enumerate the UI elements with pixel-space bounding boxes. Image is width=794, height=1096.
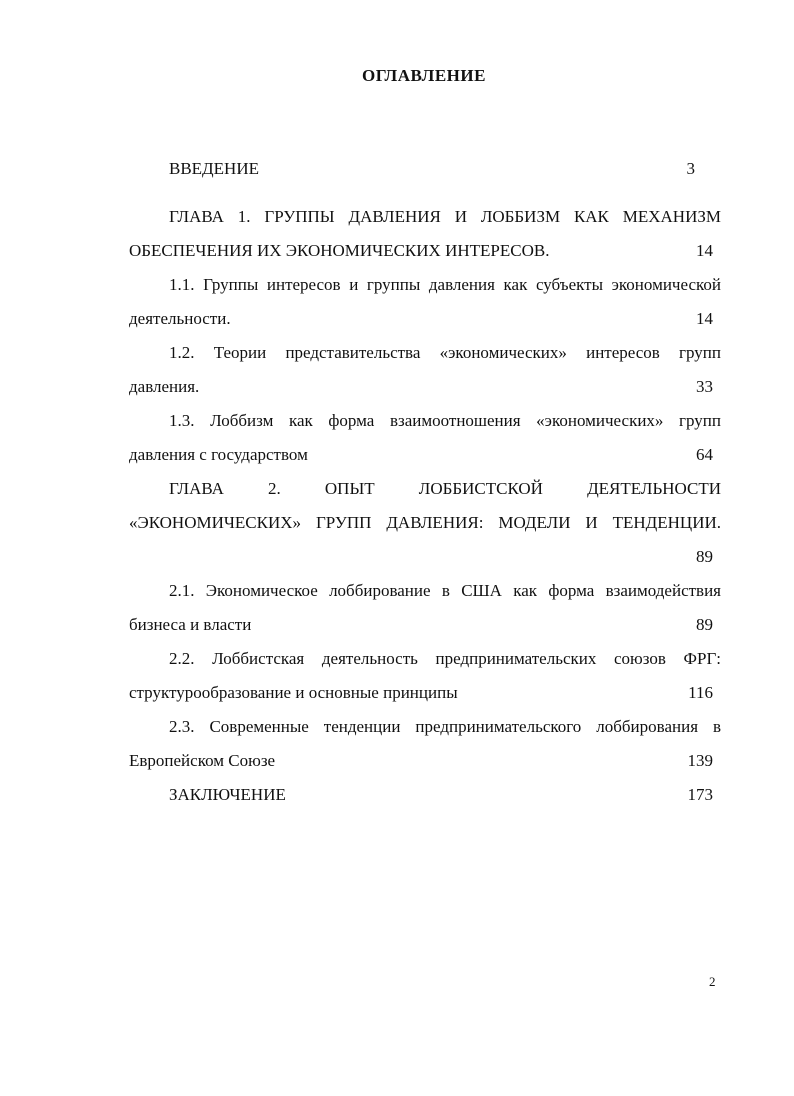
toc-entry-page: 89 (696, 547, 713, 566)
toc-entry-section-1-3[interactable] (129, 404, 721, 472)
toc-entry-section-2-1[interactable] (129, 574, 721, 642)
toc-entry-title-line1: 2.3. Современные тенденции предпринимательского лоббирования в (169, 717, 721, 736)
toc-entry-title-line1: 1.1. Группы интересов и группы давления как субъекты экономической (169, 275, 721, 294)
toc-entry-page: 116 (688, 683, 713, 702)
toc-entry-title-line2: давления с государством (129, 445, 308, 464)
toc-entry-conclusion[interactable] (129, 778, 721, 812)
toc-entry-title-line2: Европейском Союзе (129, 751, 276, 770)
toc-entry-chapter-1[interactable] (129, 200, 721, 268)
toc-entry-page: 173 (687, 785, 713, 804)
toc-entry-title-line2: давления. (129, 377, 200, 396)
table-of-contents (129, 152, 721, 812)
toc-entry-title-line2: «ЭКОНОМИЧЕСКИХ» ГРУПП ДАВЛЕНИЯ: МОДЕЛИ И ТЕНДЕНЦИИ. (129, 513, 721, 532)
toc-entry-page: 89 (696, 615, 713, 634)
page-title: ОГЛАВЛЕНИЕ (362, 66, 486, 85)
toc-entry-section-1-1[interactable] (129, 268, 721, 336)
toc-entry-section-1-2[interactable] (129, 336, 721, 404)
toc-entry-title-line2: ОБЕСПЕЧЕНИЯ ИХ ЭКОНОМИЧЕСКИХ ИНТЕРЕСОВ. (129, 241, 550, 260)
toc-entry-title-line1: 1.2. Теории представительства «экономических» интересов групп (169, 343, 721, 362)
toc-entry-page: 3 (686, 159, 695, 178)
toc-entry-title-line2: деятельности. (129, 309, 231, 328)
toc-entry-page: 14 (696, 241, 713, 260)
toc-entry-page: 14 (696, 309, 713, 328)
toc-entry-title: ВВЕДЕНИЕ (169, 159, 259, 178)
toc-entry-title-line2: структурообразование и основные принципы (129, 683, 458, 702)
toc-entry-introduction[interactable] (129, 152, 721, 186)
toc-entry-page: 33 (696, 377, 713, 396)
toc-entry-title-line2: бизнеса и власти (129, 615, 252, 634)
toc-entry-title: ЗАКЛЮЧЕНИЕ (169, 785, 286, 804)
toc-entry-section-2-2[interactable] (129, 642, 721, 710)
toc-entry-page: 64 (696, 445, 713, 464)
toc-entry-title-line1: ГЛАВА 1. ГРУППЫ ДАВЛЕНИЯ И ЛОББИЗМ КАК МЕХАНИЗМ (169, 207, 721, 226)
toc-entry-chapter-2[interactable] (129, 472, 721, 574)
toc-entry-title-line1: 2.1. Экономическое лоббирование в США как форма взаимодействия (169, 581, 721, 600)
page-number: 2 (709, 974, 716, 989)
toc-entry-title-line1: 2.2. Лоббистская деятельность предпринимательских союзов ФРГ: (169, 649, 721, 668)
toc-entry-title-line1: ГЛАВА 2. ОПЫТ ЛОББИСТСКОЙ ДЕЯТЕЛЬНОСТИ (169, 479, 721, 498)
toc-entry-page: 139 (687, 751, 713, 770)
toc-entry-section-2-3[interactable] (129, 710, 721, 778)
toc-entry-title-line1: 1.3. Лоббизм как форма взаимоотношения «экономических» групп (169, 411, 721, 430)
